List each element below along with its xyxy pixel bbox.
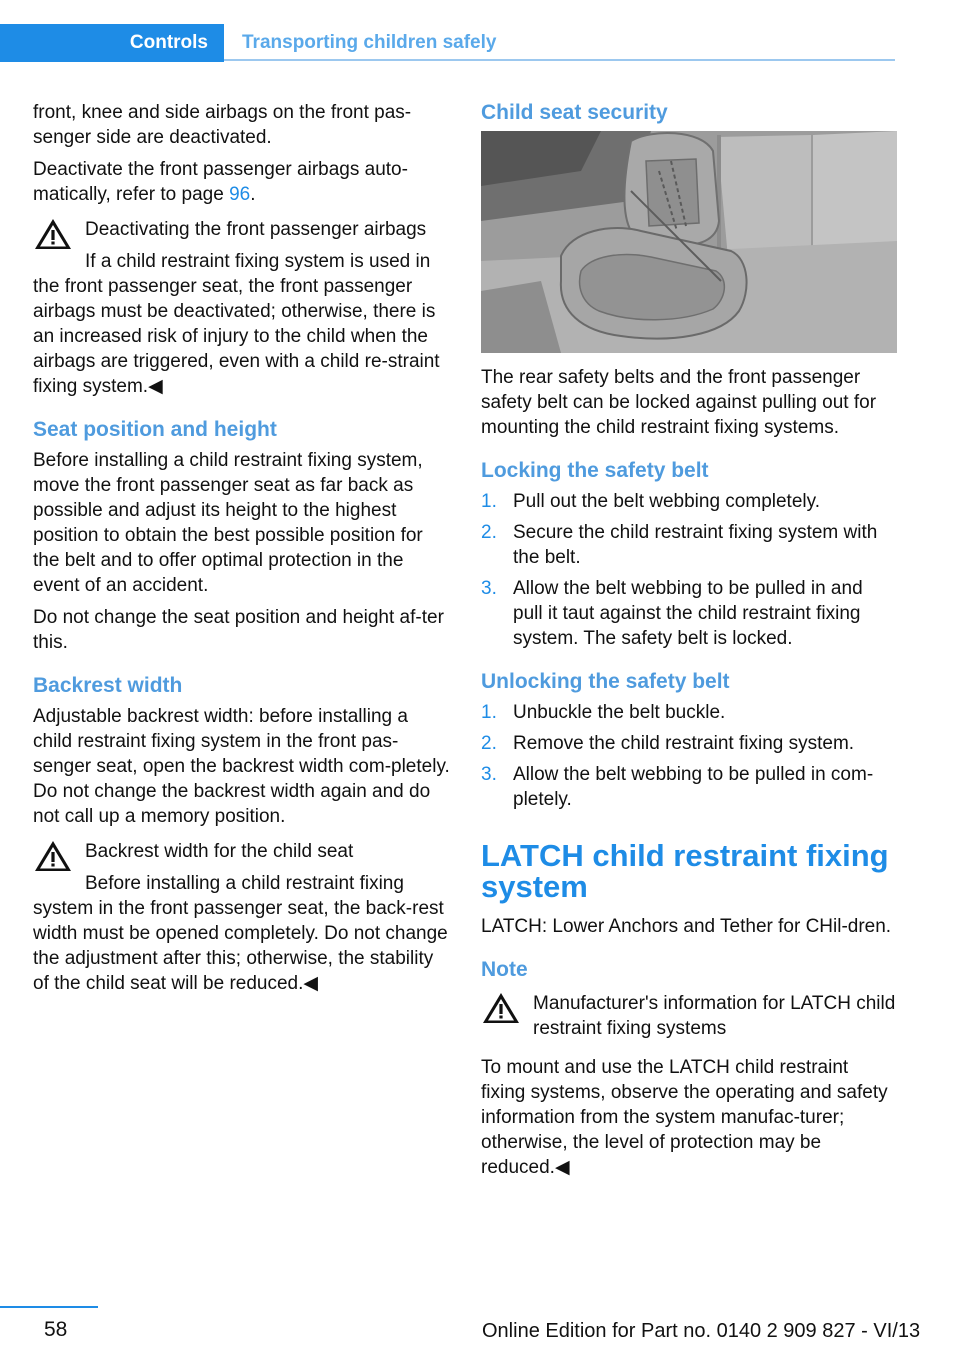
warning-block [33,836,451,996]
warning-body: Before installing a child restraint fixing system in the front passenger seat, the back-rest width must be opened completely. Do not change the adjustment after this; otherwise, the stability of the child seat will be reduced.◀ [33,873,448,994]
paragraph: front, knee and side airbags on the front pas-senger side are deactivated. [33,102,412,148]
paragraph: Do not change the seat position and height af-ter this. [33,607,444,653]
paragraph: Adjustable backrest width: before installing a child restraint fixing system in the front pas-senger seat, open the backrest width com-pletely. Do not change the backrest width again and do not call up a memory position. [33,706,450,827]
warning-triangle-icon [33,216,73,252]
child-seat-image [481,131,897,353]
section-heading: Seat position and height [33,418,277,441]
section-heading: Backrest width [33,674,183,697]
list-item: 3. Allow the belt webbing to be pulled in com-pletely. [481,764,874,810]
header-rule [224,59,895,61]
warning-block [33,214,451,399]
section-heading: Unlocking the safety belt [481,670,730,693]
chapter-title: Transporting children safely [242,32,497,53]
unlocking-steps-list [481,700,897,812]
paragraph: Deactivate the front passenger airbags auto-matically, refer to page 96. [33,159,408,205]
paragraph: The rear safety belts and the front passenger safety belt can be locked against pulling out for mounting the child restraint fixing systems. [481,367,877,438]
warning-body: If a child restraint fixing system is used in the front passenger seat, the front passenger airbags must be deactivated; otherwise, there is an increased risk of injury to the child when the airbags are triggered, even with a child re-straint fixing system.◀ [33,251,440,397]
right-column [481,100,897,1187]
page-header [0,24,895,62]
list-item: 1. Unbuckle the belt buckle. [481,702,726,723]
warning-title: Manufacturer's information for LATCH child restraint fixing systems [533,993,896,1039]
warning-triangle-icon [33,838,73,874]
section-heading: Note [481,958,528,981]
page-number-rule [0,1306,98,1308]
warning-title: Backrest width for the child seat [85,841,354,862]
list-item: 1. Pull out the belt webbing completely. [481,491,820,512]
chapter-heading: LATCH child restraint fixing system [481,838,889,904]
section-heading: Locking the safety belt [481,459,709,482]
warning-block [481,988,897,1048]
section-heading: Child seat security [481,101,668,124]
list-item: 2. Remove the child restraint fixing system. [481,733,855,754]
paragraph: LATCH: Lower Anchors and Tether for CHil-dren. [481,916,892,937]
locking-steps-list [481,489,897,651]
list-item: 2. Secure the child restraint fixing system with the belt. [481,522,878,568]
warning-triangle-icon [481,990,521,1026]
paragraph: Before installing a child restraint fixing system, move the front passenger seat as far back as possible and adjust its height to the highest position to obtain the best possible position for the belt and to offer optimal protection in the event of an accident. [33,450,423,596]
section-tab[interactable]: Controls [0,24,224,62]
warning-title: Deactivating the front passenger airbags [85,219,427,240]
footer-edition: Online Edition for Part no. 0140 2 909 827 - VI/13 [482,1320,921,1342]
list-item: 3. Allow the belt webbing to be pulled in and pull it taut against the child restraint fixing system. The safety belt is locked. [481,578,863,649]
page-number: 58 [44,1318,68,1341]
paragraph: To mount and use the LATCH child restraint fixing systems, observe the operating and safety information from the system manufac-turer; otherwise, the level of protection may be reduced.◀ [481,1057,888,1178]
page-link[interactable]: 96 [229,184,251,205]
left-column [33,100,451,1003]
